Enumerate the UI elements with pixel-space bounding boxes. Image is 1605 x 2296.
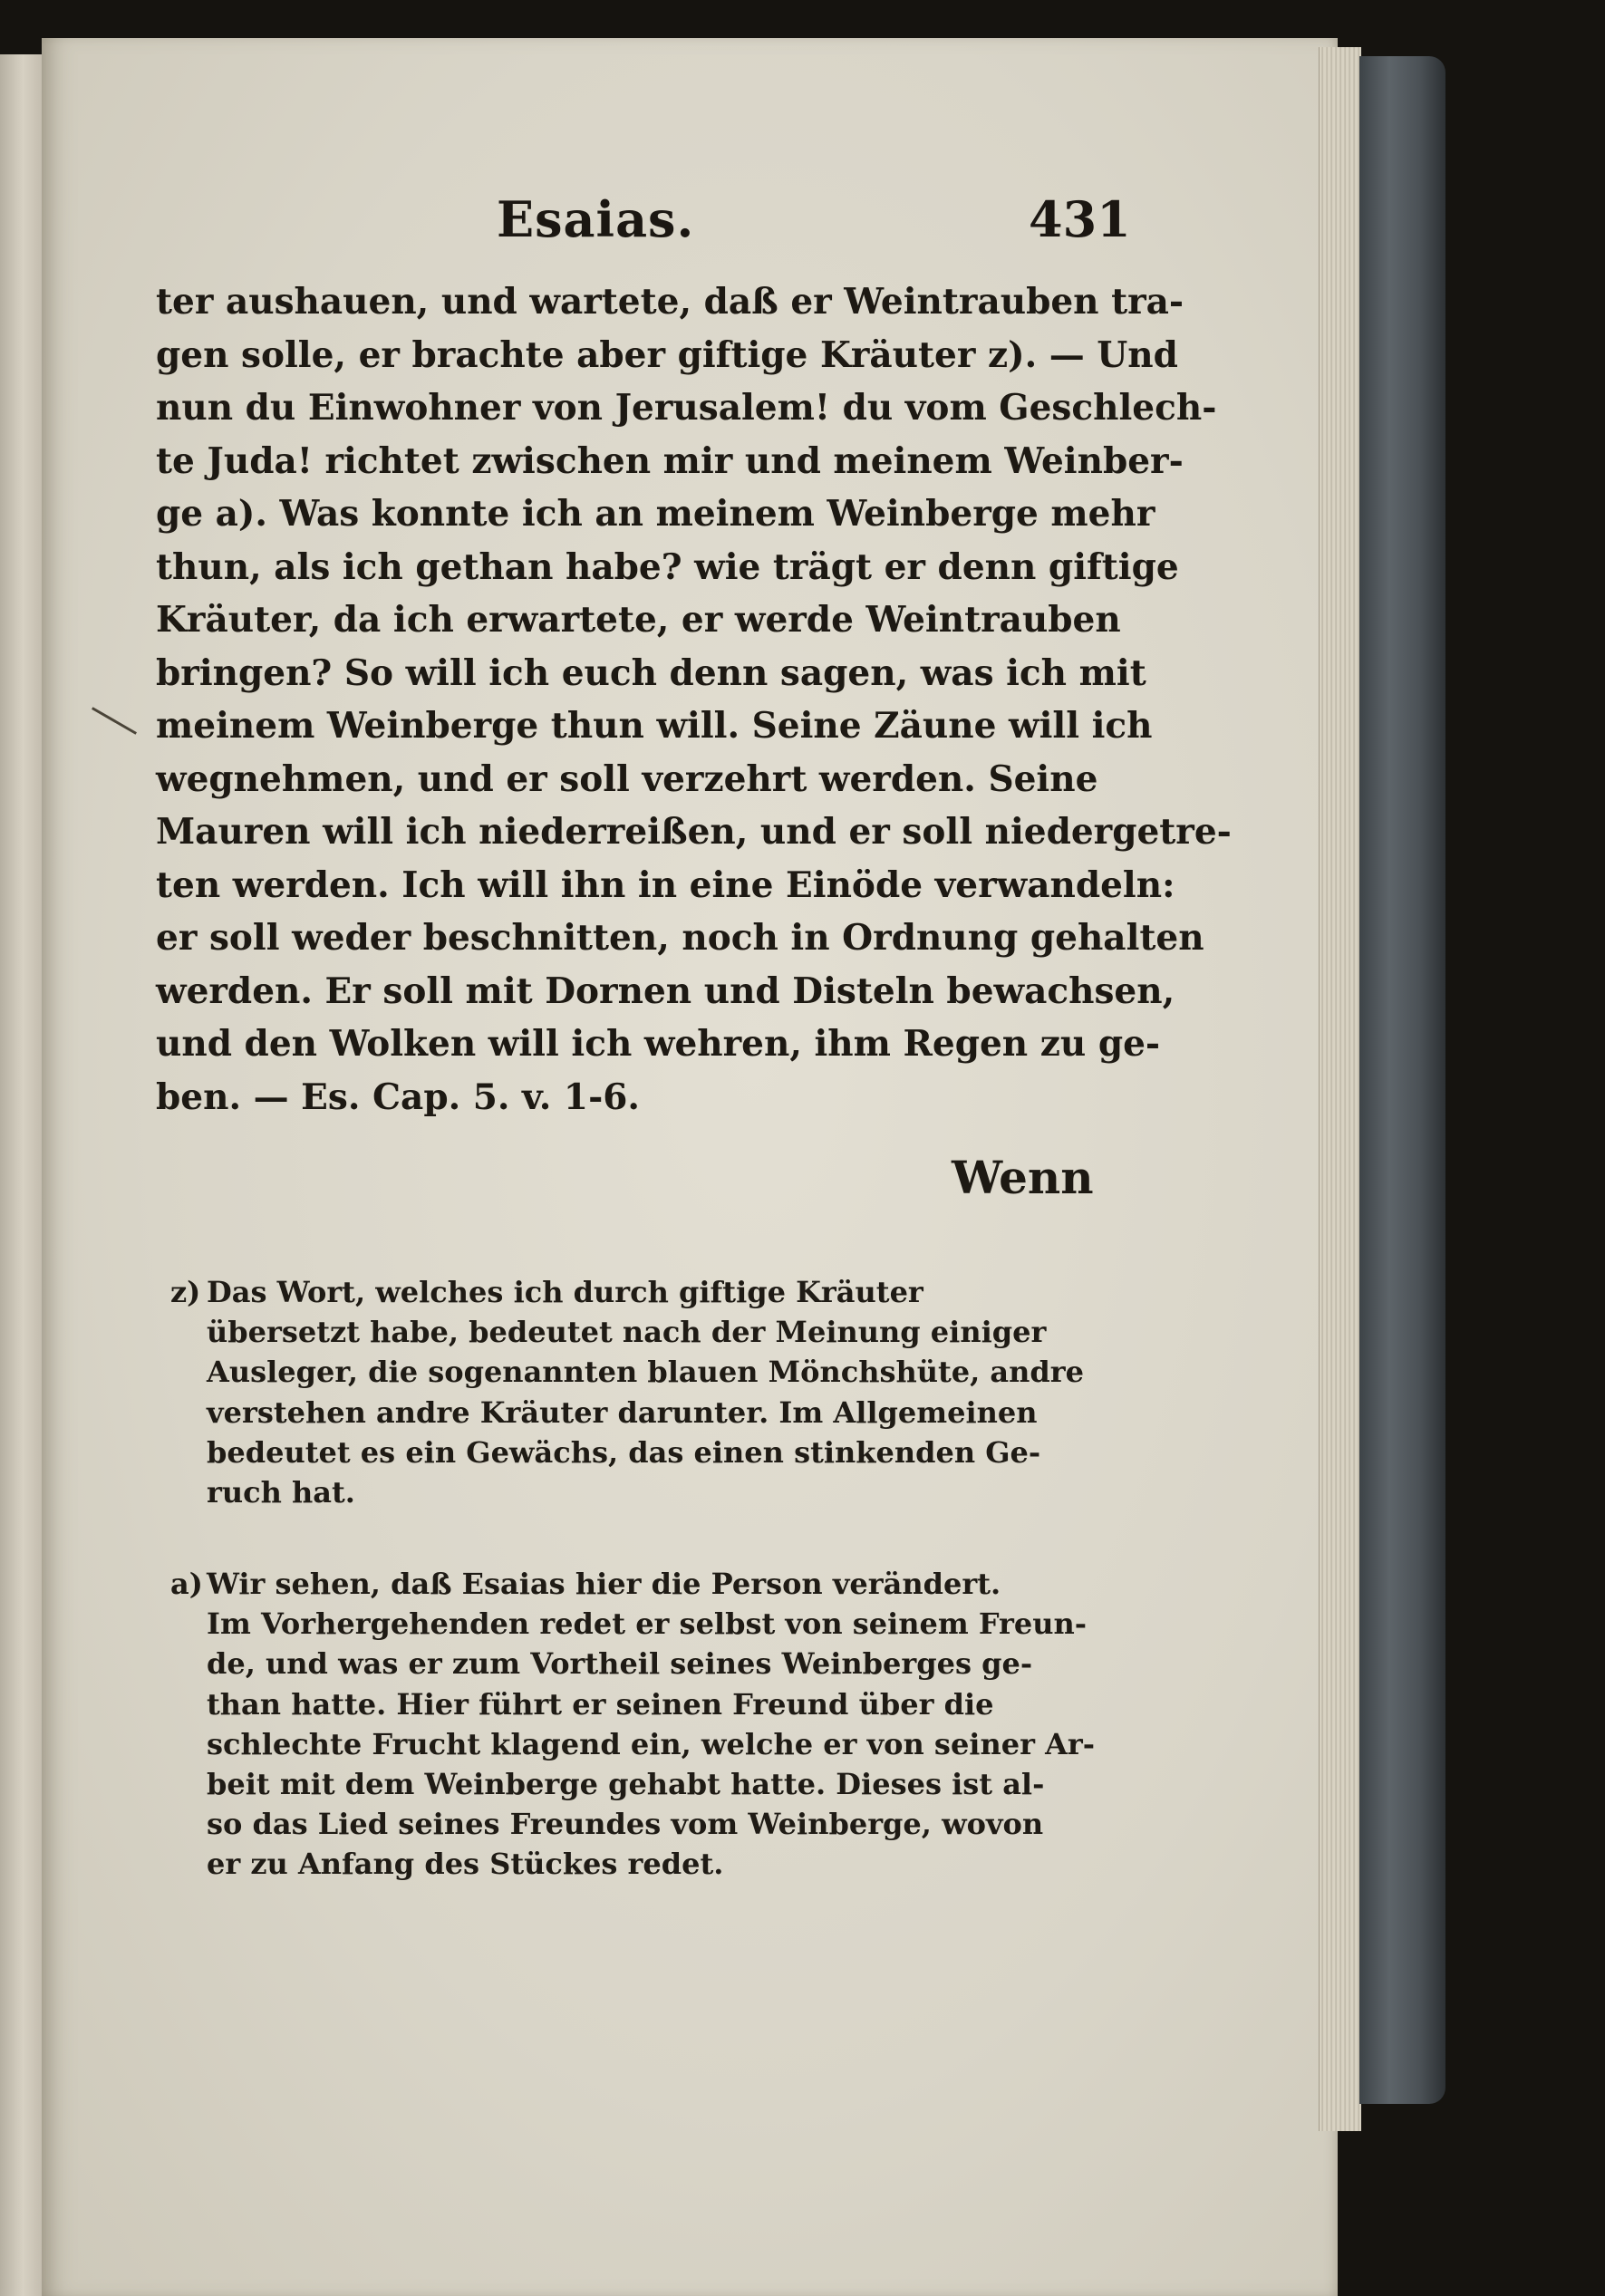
body-line: Mauren will ich niederreißen, und er soll niedergetre- [156,811,1232,853]
body-line: werden. Er soll mit Dornen und Disteln bewachsen, [156,970,1175,1012]
body-line: ten werden. Ich will ihn in eine Einöde verwandeln: [156,863,1175,906]
body-line: und den Wolken will ich wehren, ihm Regen zu ge- [156,1023,1161,1065]
body-line: bringen? So will ich euch denn sagen, was ich mit [156,651,1146,694]
footnote-marker: z) [170,1275,201,1309]
footnote-line: so das Lied seines Freundes vom Weinberge, wovon [207,1807,1044,1842]
footnote-line: Ausleger, die sogenannten blauen Mönchshüte, andre [207,1355,1085,1390]
body-line: ge a). Was konnte ich an meinem Weinberge mehr [156,493,1155,535]
footnote-a [170,1564,1122,1885]
body-text [156,275,1232,1124]
body-line: te Juda! richtet zwischen mir und meinem Weinber- [156,439,1184,482]
page-block-edges [1319,47,1361,2131]
footnote-line: bedeutet es ein Gewächs, das einen stinkenden Ge- [207,1434,1041,1470]
footnote-line: de, und was er zum Vortheil seines Weinberges ge- [207,1646,1033,1682]
footnote-line: ruch hat. [207,1474,355,1510]
footnote-line: Im Vorhergehenden redet er selbst von seinem Freun- [207,1606,1088,1642]
footnote-marker: a) [170,1567,203,1601]
footnote-line: Das Wort, welches ich durch giftige Kräuter [207,1275,923,1309]
body-line: ben. — Es. Cap. 5. v. 1-6. [156,1076,640,1118]
footnote-line: er zu Anfang des Stückes redet. [207,1847,724,1882]
footnote-line: verstehen andre Kräuter darunter. Im Allgemeinen [207,1394,1038,1430]
body-line: wegnehmen, und er soll verzehrt werden. Seine [156,757,1098,800]
body-line: ter aushauen, und wartete, daß er Weintrauben tra- [156,281,1184,323]
catchword: Wenn [952,1151,1094,1204]
footnote-line: Wir sehen, daß Esaias hier die Person verändert. [207,1567,1001,1601]
page-header [0,190,1605,254]
footnote-line: beit mit dem Weinberge gehabt hatte. Dieses ist al- [207,1766,1045,1801]
running-title: Esaias. [497,190,695,248]
footnote-z [170,1272,1122,1512]
body-line: gen solle, er brachte aber giftige Kräuter z). — Und [156,333,1178,376]
body-line: meinem Weinberge thun will. Seine Zäune will ich [156,705,1153,747]
footnote-line: than hatte. Hier führt er seinen Freund über die [207,1686,994,1722]
book-cover-edge [1359,56,1445,2104]
footnote-line: übersetzt habe, bedeutet nach der Meinung einiger [207,1315,1047,1350]
facing-page-edge [0,54,44,2296]
body-line: er soll weder beschnitten, noch in Ordnung gehalten [156,917,1204,959]
body-line: thun, als ich gethan habe? wie trägt er denn giftige [156,545,1179,588]
footnote-line: schlechte Frucht klagend ein, welche er von seiner Ar- [207,1726,1096,1761]
page-number: 431 [1029,190,1131,248]
body-line: nun du Einwohner von Jerusalem! du vom Geschlech- [156,387,1217,429]
body-line: Kräuter, da ich erwartete, er werde Weintrauben [156,599,1121,641]
